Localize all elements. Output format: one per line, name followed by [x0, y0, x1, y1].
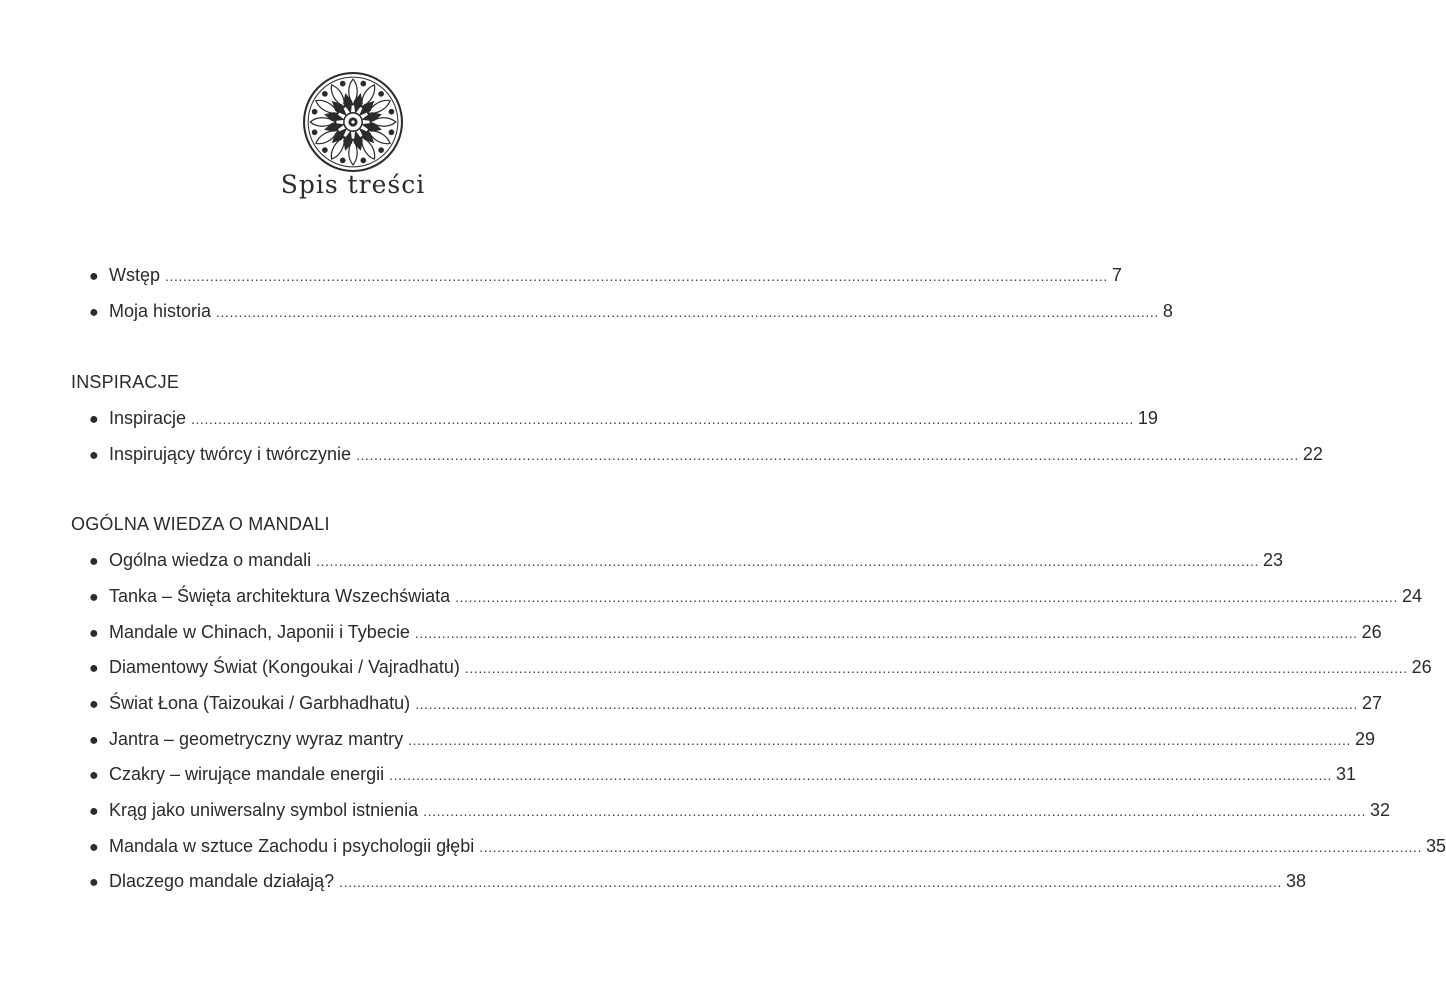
toc-entry[interactable] — [89, 657, 1432, 683]
toc-entry[interactable] — [89, 265, 1122, 291]
toc-page-number: 24 — [1401, 586, 1423, 606]
toc-entry[interactable] — [89, 764, 1356, 790]
section-heading: OGÓLNA WIEDZA O MANDALI — [71, 514, 330, 534]
toc-page-number: 38 — [1285, 871, 1306, 891]
toc-entry-label: Czakry – wirujące mandale energii — [109, 764, 385, 784]
section-heading: INSPIRACJE — [71, 372, 180, 392]
dot-leader: .................................................................................................................................................................................................................. — [415, 696, 1359, 712]
dot-leader: .................................................................................................................................................................................................................. — [389, 767, 1332, 783]
toc-entry-label: Mandala w sztuce Zachodu i psychologii głębi — [109, 836, 475, 856]
dot-leader: .................................................................................................................................................................................................................. — [191, 411, 1134, 427]
dot-leader: .................................................................................................................................................................................................................. — [356, 447, 1299, 463]
bullet-icon: ● — [89, 874, 99, 891]
toc-page-number: 19 — [1137, 408, 1158, 428]
toc-entry[interactable] — [89, 729, 1375, 755]
bullet-icon: ● — [89, 803, 99, 820]
bullet-icon: ● — [89, 625, 99, 642]
bullet-icon: ● — [89, 447, 99, 464]
toc-entry-label: Tanka – Święta architektura Wszechświata — [109, 586, 451, 606]
toc-page-number: 7 — [1111, 265, 1122, 285]
toc-entry[interactable] — [89, 871, 1306, 897]
bullet-icon: ● — [89, 553, 99, 570]
toc-entry[interactable] — [89, 693, 1383, 719]
toc-entry[interactable] — [89, 586, 1423, 612]
toc-entry-label: Diamentowy Świat (Kongoukai / Vajradhatu) — [109, 657, 460, 677]
dot-leader: .................................................................................................................................................................................................................. — [479, 839, 1423, 855]
dot-leader: .................................................................................................................................................................................................................. — [414, 625, 1358, 641]
toc-page-number: 26 — [1361, 622, 1382, 642]
toc-entry-label: Jantra – geometryczny wyraz mantry — [109, 729, 404, 749]
toc-entry[interactable] — [89, 444, 1323, 470]
toc-entry-label: Inspiracje — [109, 408, 187, 428]
page-title: Spis treści — [280, 170, 426, 199]
toc-entry[interactable] — [89, 622, 1382, 648]
dot-leader: .................................................................................................................................................................................................................. — [455, 589, 1398, 605]
bullet-icon: ● — [89, 268, 99, 285]
bullet-icon: ● — [89, 589, 99, 606]
dot-leader: .................................................................................................................................................................................................................. — [316, 553, 1259, 569]
bullet-icon: ● — [89, 767, 99, 784]
toc-page-number: 31 — [1335, 764, 1356, 784]
toc-entry[interactable] — [89, 550, 1283, 576]
bullet-icon: ● — [89, 411, 99, 428]
toc-page-number: 35 — [1426, 836, 1446, 856]
toc-entry-label: Świat Łona (Taizoukai / Garbhadhatu) — [109, 693, 411, 713]
bullet-icon: ● — [89, 304, 99, 321]
toc-entry[interactable] — [89, 301, 1173, 327]
toc-entry-label: Krąg jako uniwersalny symbol istnienia — [109, 800, 419, 820]
toc-entry[interactable] — [89, 800, 1391, 826]
toc-page-number: 23 — [1262, 550, 1283, 570]
toc-entry-label: Dlaczego mandale działają? — [109, 871, 335, 891]
mandala-logo — [302, 71, 404, 173]
toc-page-number: 32 — [1369, 800, 1391, 820]
dot-leader: .................................................................................................................................................................................................................. — [464, 660, 1408, 676]
bullet-icon: ● — [89, 696, 99, 713]
bullet-icon: ● — [89, 660, 99, 677]
dot-leader: .................................................................................................................................................................................................................. — [408, 732, 1351, 748]
toc-page-number: 27 — [1362, 693, 1383, 713]
dot-leader: .................................................................................................................................................................................................................. — [423, 803, 1366, 819]
toc-entry-label: Inspirujący twórcy i twórczynie — [109, 444, 352, 464]
toc-page-number: 8 — [1162, 301, 1173, 321]
toc-page-number: 29 — [1354, 729, 1375, 749]
toc-entry-label: Mandale w Chinach, Japonii i Tybecie — [109, 622, 410, 642]
toc-page-number: 26 — [1411, 657, 1432, 677]
toc-entry-label: Moja historia — [109, 301, 212, 321]
dot-leader: .................................................................................................................................................................................................................. — [339, 874, 1282, 890]
bullet-icon: ● — [89, 732, 99, 749]
toc-entry-label: Ogólna wiedza o mandali — [109, 550, 312, 570]
dot-leader: .................................................................................................................................................................................................................. — [165, 268, 1108, 284]
toc-entry[interactable] — [89, 836, 1446, 862]
toc-page-number: 22 — [1302, 444, 1323, 464]
toc-entry[interactable] — [89, 408, 1158, 434]
toc-entry-label: Wstęp — [109, 265, 161, 285]
bullet-icon: ● — [89, 839, 99, 856]
dot-leader: .................................................................................................................................................................................................................. — [216, 304, 1159, 320]
